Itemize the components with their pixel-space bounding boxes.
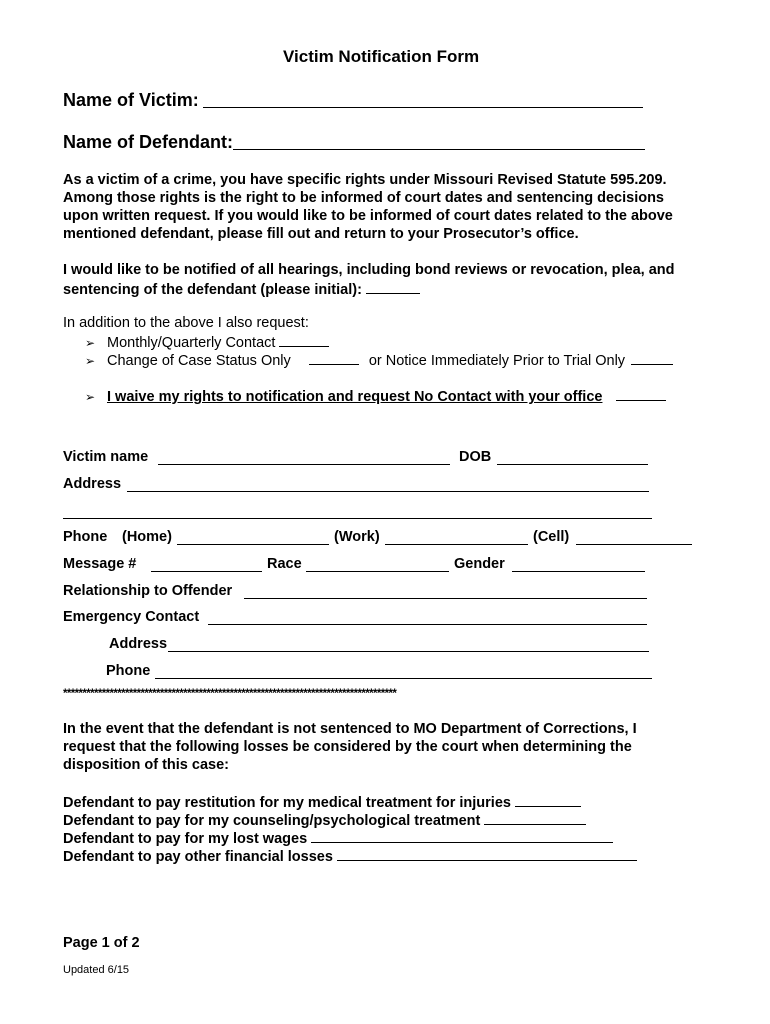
option-status (85, 350, 673, 369)
emergency-address-field[interactable] (168, 637, 649, 652)
cell-phone-field[interactable] (576, 530, 692, 545)
emergency-contact-field[interactable] (208, 610, 647, 625)
updated-date: Updated 6/15 (63, 964, 130, 976)
relationship-label: Relationship to Offender (63, 583, 233, 599)
option-status-label: Change of Case Status Only (107, 353, 291, 369)
address-field-line-2[interactable] (63, 504, 652, 519)
emergency-address-label: Address (109, 636, 168, 652)
page-number: Page 1 of 2 (63, 935, 140, 951)
intro-line: upon written request. If you would like to be informed of court dates related to the above (63, 208, 673, 224)
losses-intro-line: request that the following losses be considered by the court when determining the (63, 739, 632, 755)
dob-field[interactable] (497, 450, 648, 465)
name-of-victim-field[interactable] (203, 91, 643, 108)
initial-field[interactable] (366, 279, 420, 294)
notify-paragraph (63, 261, 713, 299)
phone-label: Phone (63, 529, 108, 545)
race-label: Race (267, 556, 302, 572)
notify-line: sentencing of the defendant (please initial): (63, 282, 362, 298)
option-monthly (85, 332, 329, 351)
victim-name-label: Victim name (63, 449, 149, 465)
relationship-field[interactable] (244, 584, 647, 599)
option-waive (85, 386, 666, 405)
gender-label: Gender (454, 556, 505, 572)
name-of-defendant-label: Name of Defendant: (63, 132, 234, 152)
losses-intro (63, 720, 713, 774)
monthly-field[interactable] (279, 332, 329, 347)
addition-intro: In addition to the above I also request: (63, 315, 309, 331)
loss-counseling-field[interactable] (484, 810, 586, 825)
dob-label: DOB (459, 449, 492, 465)
losses-intro-line: In the event that the defendant is not sentenced to MO Department of Corrections, I (63, 721, 637, 737)
name-of-victim-label: Name of Victim: (63, 90, 199, 110)
work-phone-field[interactable] (385, 530, 528, 545)
loss-medical-field[interactable] (515, 792, 581, 807)
form-title: Victim Notification Form (283, 47, 480, 66)
cell-label: (Cell) (533, 529, 570, 545)
losses-intro-line: disposition of this case: (63, 757, 229, 773)
gender-field[interactable] (512, 557, 645, 572)
arrow-bullet-icon: ➢ (85, 354, 96, 368)
option-monthly-label: Monthly/Quarterly Contact (107, 335, 276, 351)
race-field[interactable] (306, 557, 449, 572)
message-label: Message # (63, 556, 137, 572)
trial-field[interactable] (631, 350, 673, 365)
loss-wages (63, 828, 613, 847)
separator: ************************************************************************************** (63, 688, 397, 700)
intro-line: Among those rights is the right to be informed of court dates and sentencing decisions (63, 190, 664, 206)
loss-medical-label: Defendant to pay restitution for my medical treatment for injuries (63, 795, 511, 811)
emergency-phone-label: Phone (106, 663, 151, 679)
intro-line: mentioned defendant, please fill out and return to your Prosecutor’s office. (63, 226, 579, 242)
address-field[interactable] (127, 477, 649, 492)
loss-other-field[interactable] (337, 846, 637, 861)
intro-line: As a victim of a crime, you have specific rights under Missouri Revised Statute 595.209. (63, 172, 667, 188)
victim-name-field[interactable] (158, 450, 450, 465)
loss-counseling (63, 810, 586, 829)
home-label: (Home) (122, 529, 172, 545)
loss-medical (63, 792, 581, 811)
loss-wages-field[interactable] (311, 828, 613, 843)
work-label: (Work) (334, 529, 380, 545)
status-field[interactable] (309, 350, 359, 365)
loss-wages-label: Defendant to pay for my lost wages (63, 831, 308, 847)
emergency-phone-field[interactable] (155, 664, 652, 679)
emergency-contact-label: Emergency Contact (63, 609, 200, 625)
arrow-bullet-icon: ➢ (85, 336, 96, 350)
notify-line: I would like to be notified of all hearings, including bond reviews or revocation, plea, and (63, 262, 675, 278)
loss-other-label: Defendant to pay other financial losses (63, 849, 333, 865)
loss-other (63, 846, 637, 865)
option-trial-label: or Notice Immediately Prior to Trial Only (368, 353, 626, 369)
intro-paragraph (63, 171, 713, 243)
home-phone-field[interactable] (177, 530, 329, 545)
address-label: Address (63, 476, 122, 492)
arrow-bullet-icon: ➢ (85, 390, 96, 404)
option-waive-label: I waive my rights to notification and request No Contact with your office (107, 389, 603, 405)
name-of-defendant-field[interactable] (233, 133, 645, 150)
waive-field[interactable] (616, 386, 666, 401)
loss-counseling-label: Defendant to pay for my counseling/psychological treatment (63, 813, 481, 829)
message-field[interactable] (151, 557, 262, 572)
